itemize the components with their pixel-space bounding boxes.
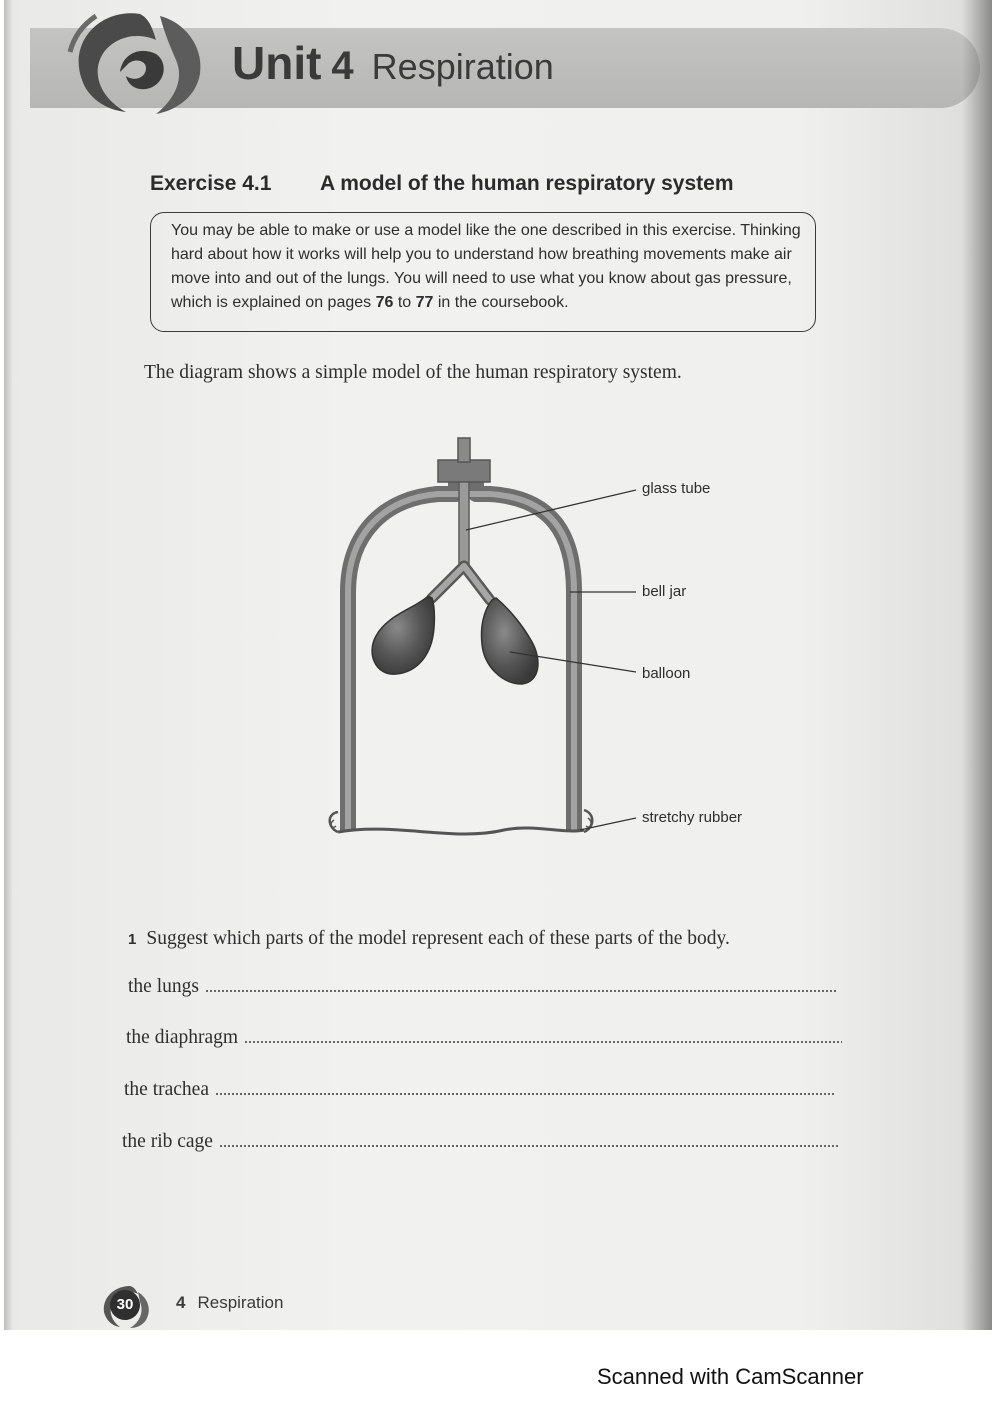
- label-bell-jar: bell jar: [642, 583, 687, 600]
- label-glass-tube: glass tube: [642, 480, 711, 497]
- stopper: [438, 460, 490, 482]
- intro-text-1: You may be able to make or use a model like the one described in this exercise. Thinking hard about how it works will help you to understand how breathing movements make air move into and out of the lungs. You will need to use what you know about gas pressure, which is explained on pages: [171, 222, 801, 311]
- footer-chapter: [176, 1293, 283, 1313]
- stretchy-rubber-leader: [580, 818, 636, 830]
- left-balloon: [372, 596, 434, 674]
- page-left-edge: [4, 0, 12, 1330]
- page-number: 30: [110, 1290, 140, 1320]
- exercise-title: A model of the human respiratory system: [320, 172, 734, 195]
- glass-tube: [459, 482, 469, 568]
- intro-text-2: to: [393, 294, 416, 311]
- swirl-logo-icon: [60, 2, 220, 120]
- answer-dotted-line[interactable]: [205, 989, 838, 993]
- answer-dotted-line[interactable]: [215, 1092, 836, 1096]
- answer-label-trachea: the trachea: [124, 1079, 209, 1100]
- right-balloon: [481, 598, 537, 684]
- label-balloon: balloon: [642, 665, 691, 682]
- footer-chapter-name: Respiration: [197, 1293, 284, 1312]
- answer-trachea[interactable]: [124, 1079, 836, 1101]
- question-text: Suggest which parts of the model represent each of these parts of the body.: [146, 928, 730, 949]
- unit-word: Unit: [232, 37, 322, 89]
- question-number: 1: [128, 931, 137, 948]
- diagram-caption: The diagram shows a simple model of the human respiratory system.: [144, 362, 682, 383]
- unit-title: [232, 36, 554, 90]
- scanned-page: [4, 0, 992, 1330]
- intro-text-3: in the coursebook.: [433, 294, 569, 311]
- answer-label-diaphragm: the diaphragm: [126, 1027, 239, 1048]
- label-stretchy-rubber: stretchy rubber: [642, 809, 743, 826]
- footer-chapter-number: 4: [176, 1293, 186, 1312]
- intro-page-b: 77: [415, 294, 434, 311]
- answer-label-lungs: the lungs: [128, 976, 199, 997]
- answer-label-rib-cage: the rib cage: [122, 1131, 213, 1152]
- answer-lungs[interactable]: [128, 976, 838, 998]
- intro-box: [150, 212, 816, 332]
- question-1: [128, 928, 730, 950]
- bell-jar-diagram: [314, 432, 784, 852]
- glass-tube-top: [458, 438, 470, 462]
- intro-page-a: 76: [375, 294, 394, 311]
- exercise-label: Exercise 4.1: [150, 172, 272, 195]
- unit-number: 4: [331, 44, 354, 88]
- answer-rib-cage[interactable]: [122, 1131, 840, 1153]
- stretchy-rubber: [338, 828, 584, 834]
- unit-name: Respiration: [371, 46, 554, 87]
- page-right-shadow: [962, 0, 992, 1330]
- answer-dotted-line[interactable]: [219, 1144, 840, 1148]
- answer-diaphragm[interactable]: [126, 1027, 842, 1049]
- answer-dotted-line[interactable]: [244, 1040, 842, 1044]
- scanner-watermark: Scanned with CamScanner: [597, 1364, 864, 1389]
